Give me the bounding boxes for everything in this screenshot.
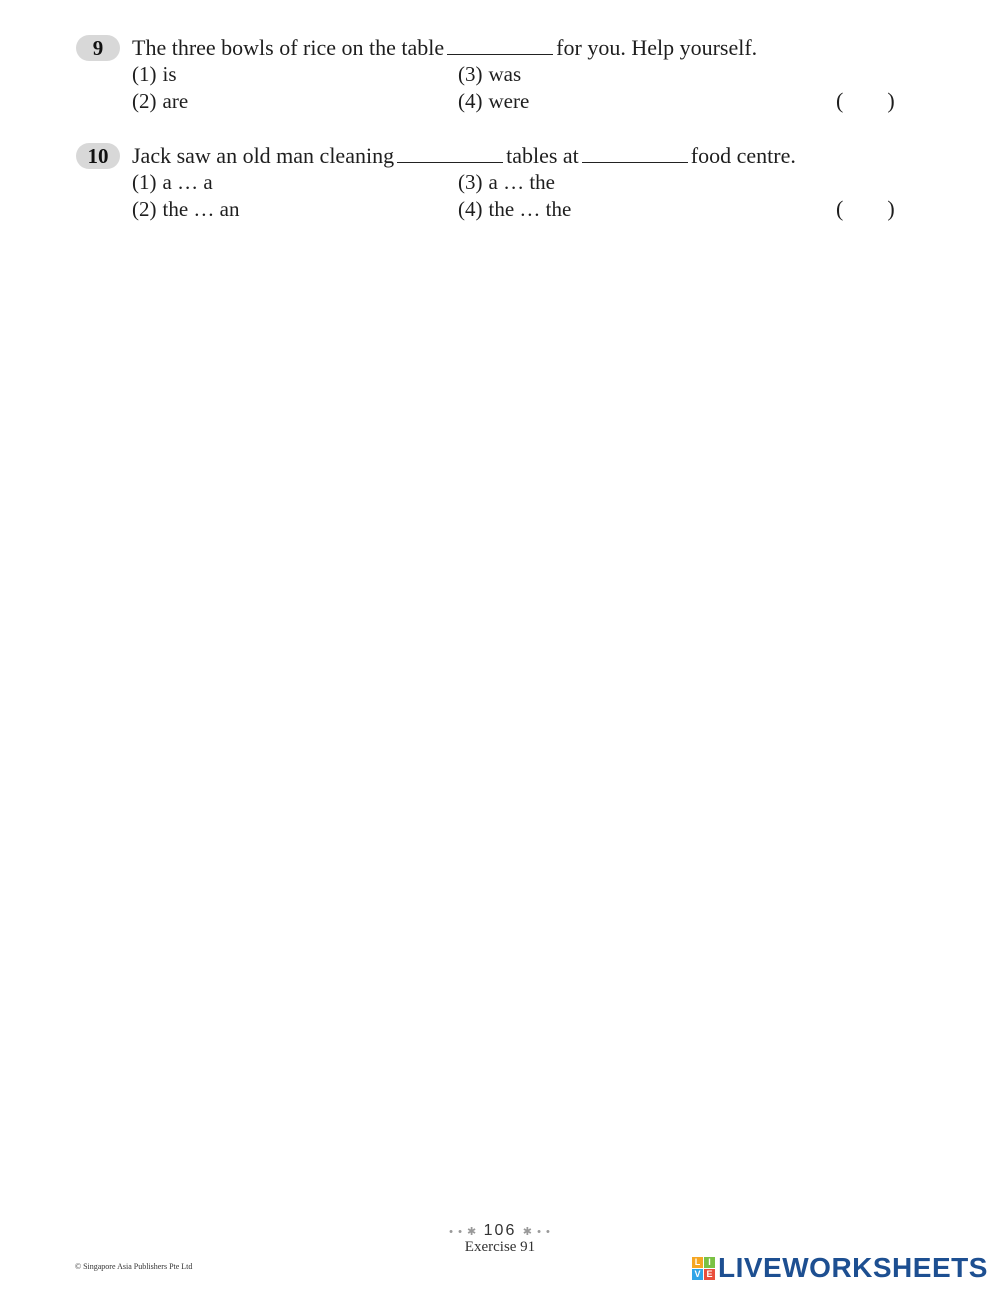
stem-text-before: Jack saw an old man cleaning <box>132 143 395 168</box>
option-number: (4) <box>458 89 483 113</box>
answer-blank-2[interactable] <box>582 144 688 163</box>
answer-blank[interactable] <box>447 36 553 55</box>
option-4[interactable] <box>458 197 571 221</box>
page-number <box>0 1222 1000 1240</box>
stem-text-before: The three bowls of rice on the table <box>132 35 445 60</box>
option-number: (1) <box>132 62 157 86</box>
logo-text: LIVEWORKSHEETS <box>718 1252 988 1283</box>
copyright-notice: © Singapore Asia Publishers Pte Ltd <box>75 1262 193 1271</box>
option-text: is <box>162 62 177 86</box>
option-text: a … a <box>162 170 213 194</box>
exercise-label: Exercise 91 <box>464 1239 536 1255</box>
option-4[interactable] <box>458 89 529 113</box>
option-1[interactable] <box>132 170 213 194</box>
option-number: (2) <box>132 89 157 113</box>
logo-letter-l: L <box>692 1257 703 1268</box>
stem-text-after: for you. Help yourself. <box>556 35 758 60</box>
option-text: a … the <box>488 170 555 194</box>
question-number-badge: 10 <box>76 143 120 169</box>
option-number: (1) <box>132 170 157 194</box>
answer-box[interactable]: ( ) <box>836 196 895 221</box>
option-text: are <box>162 89 189 113</box>
decorative-dots-left: • • ✱ <box>449 1226 478 1238</box>
page-number-text: 106 <box>483 1222 517 1239</box>
stem-text-middle: tables at <box>506 143 579 168</box>
option-1[interactable] <box>132 62 177 86</box>
answer-box[interactable]: ( ) <box>836 88 895 113</box>
decorative-dots-right: ✱ • • <box>522 1226 551 1238</box>
option-number: (2) <box>132 197 157 221</box>
option-text: was <box>488 62 522 86</box>
option-text: the … the <box>488 197 572 221</box>
question-number-badge: 9 <box>76 35 120 61</box>
question-stem <box>132 35 757 61</box>
option-3[interactable] <box>458 62 521 86</box>
option-2[interactable] <box>132 197 239 221</box>
option-number: (4) <box>458 197 483 221</box>
option-number: (3) <box>458 62 483 86</box>
option-2[interactable] <box>132 89 188 113</box>
answer-blank-1[interactable] <box>397 144 503 163</box>
question-stem <box>132 143 796 169</box>
option-text: the … an <box>162 197 240 221</box>
option-number: (3) <box>458 170 483 194</box>
logo-letter-i: I <box>704 1257 715 1268</box>
logo-icon <box>692 1257 715 1280</box>
logo-letter-v: V <box>692 1269 703 1280</box>
logo-letter-e: E <box>704 1269 715 1280</box>
option-3[interactable] <box>458 170 555 194</box>
liveworksheets-logo[interactable] <box>692 1253 988 1283</box>
stem-text-after: food centre. <box>690 143 796 168</box>
option-text: were <box>488 89 530 113</box>
